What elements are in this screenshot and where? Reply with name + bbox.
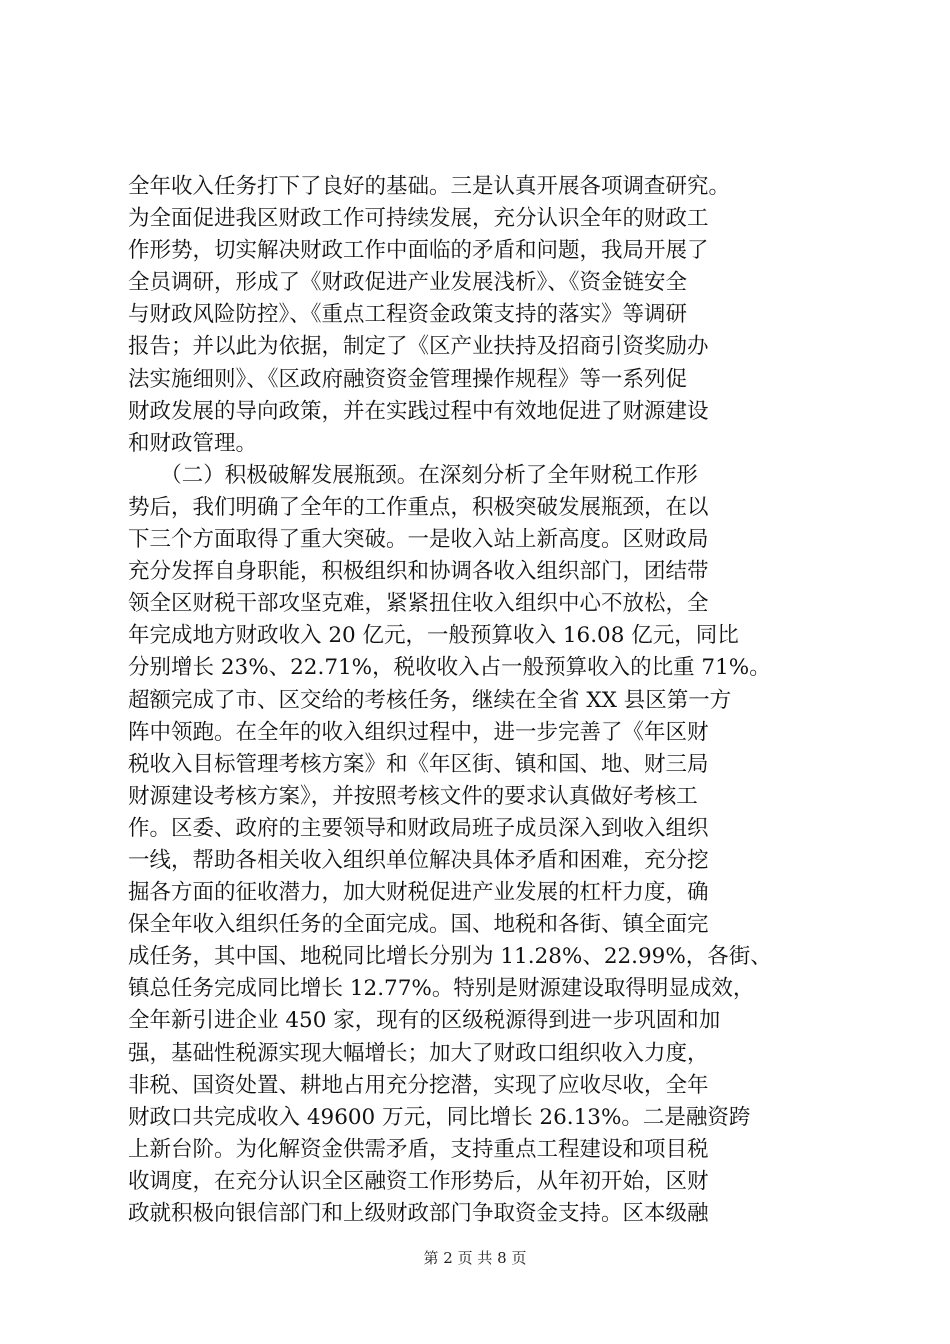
text-line: 非税、国资处置、耕地占用充分挖潜，实现了应收尽收，全年 (128, 1072, 709, 1098)
text-line: 阵中领跑。在全年的收入组织过程中，进一步完善了《年区财 (128, 719, 709, 745)
text-line: 掘各方面的征收潜力，加大财税促进产业发展的杠杆力度，确 (128, 880, 709, 906)
text-line: 强，基础性税源实现大幅增长；加大了财政口组织收入力度， (128, 1040, 709, 1066)
text-line: 成任务，其中国、地税同比增长分别为 11.28%、22.99%，各街、 (128, 944, 772, 970)
text-line: 下三个方面取得了重大突破。一是收入站上新高度。区财政局 (128, 527, 709, 553)
text-line: 上新台阶。为化解资金供需矛盾，支持重点工程建设和项目税 (128, 1136, 709, 1162)
text-line: 政就积极向银信部门和上级财政部门争取资金支持。区本级融 (128, 1201, 709, 1226)
body-text (128, 171, 828, 1230)
text-line: 镇总任务完成同比增长 12.77%。特别是财源建设取得明显成效， (128, 976, 755, 1002)
text-line: 法实施细则》、《区政府融资资金管理操作规程》等一系列促 (128, 366, 688, 392)
text-line: 和财政管理。 (128, 430, 258, 456)
text-line: 领全区财税干部攻坚克难，紧紧扭住收入组织中心不放松，全 (128, 591, 709, 617)
text-line: 税收入目标管理考核方案》和《年区街、镇和国、地、财三局 (128, 751, 709, 777)
text-line: 年完成地方财政收入 20 亿元，一般预算收入 16.08 亿元，同比 (128, 623, 739, 649)
text-line: 财源建设考核方案》，并按照考核文件的要求认真做好考核工 (128, 783, 698, 809)
text-line: （二）积极破解发展瓶颈。在深刻分析了全年财税工作形 (128, 462, 698, 488)
text-line: 与财政风险防控》、《重点工程资金政策支持的落实》等调研 (128, 302, 688, 328)
text-line: 保全年收入组织任务的全面完成。国、地税和各街、镇全面完 (128, 912, 709, 938)
text-line: 作形势，切实解决财政工作中面临的矛盾和问题，我局开展了 (128, 238, 709, 264)
text-line: 一线，帮助各相关收入组织单位解决具体矛盾和困难，充分挖 (128, 847, 709, 873)
text-line: 为全面促进我区财政工作可持续发展，充分认识全年的财政工 (128, 206, 709, 232)
text-line: 分别增长 23%、22.71%，税收收入占一般预算收入的比重 71%。 (128, 655, 771, 681)
text-line: 财政发展的导向政策，并在实践过程中有效地促进了财源建设 (128, 398, 709, 424)
text-line: 作。区委、政府的主要领导和财政局班子成员深入到收入组织 (128, 815, 709, 841)
text-line: 全员调研，形成了《财政促进产业发展浅析》、《资金链安全 (128, 270, 688, 296)
text-line: 势后，我们明确了全年的工作重点，积极突破发展瓶颈，在以 (128, 494, 709, 520)
text-line: 报告；并以此为依据，制定了《区产业扶持及招商引资奖励办 (128, 334, 709, 360)
text-line: 超额完成了市、区交给的考核任务，继续在全省 XX 县区第一方 (128, 687, 732, 713)
page-footer: 第 2 页 共 8 页 (423, 1249, 527, 1267)
text-line: 充分发挥自身职能，积极组织和协调各收入组织部门，团结带 (128, 559, 709, 585)
text-line: 全年收入任务打下了良好的基础。三是认真开展各项调查研究。 (128, 174, 731, 199)
text-line: 财政口共完成收入 49600 万元，同比增长 26.13%。二是融资跨 (128, 1104, 751, 1130)
text-line: 收调度，在充分认识全区融资工作形势后，从年初开始，区财 (128, 1168, 709, 1194)
text-line: 全年新引进企业 450 家，现有的区级税源得到进一步巩固和加 (128, 1008, 721, 1034)
